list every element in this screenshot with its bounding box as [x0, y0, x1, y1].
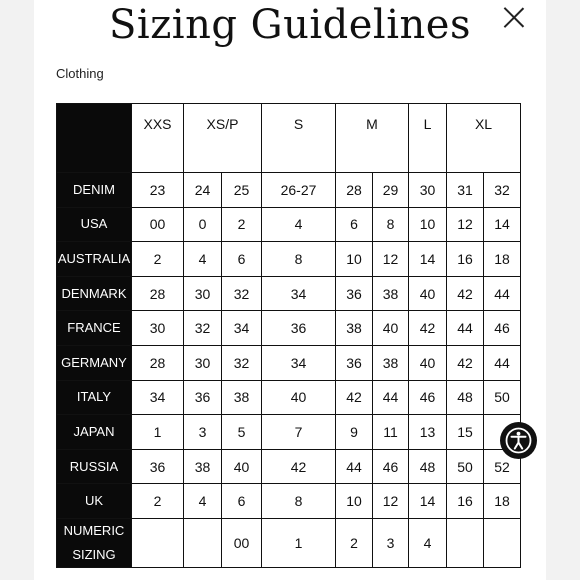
row-label: ITALY: [57, 380, 132, 415]
backdrop-left: [0, 0, 34, 580]
table-cell: 48: [409, 449, 447, 484]
table-cell: 52: [484, 449, 521, 484]
table-cell: 44: [373, 380, 409, 415]
table-cell: 44: [484, 276, 521, 311]
table-cell: 40: [409, 345, 447, 380]
accessibility-icon[interactable]: [500, 422, 537, 459]
table-cell: 42: [447, 345, 484, 380]
table-cell: 40: [373, 311, 409, 346]
table-cell: 8: [373, 207, 409, 242]
table-cell: 16: [447, 242, 484, 277]
table-cell: 14: [409, 242, 447, 277]
table-cell: 46: [409, 380, 447, 415]
table-cell: 12: [373, 242, 409, 277]
backdrop-right: [546, 0, 580, 580]
table-cell: 38: [336, 311, 373, 346]
table-cell: 18: [484, 242, 521, 277]
size-header-cell: L: [409, 104, 447, 173]
table-cell: 36: [184, 380, 222, 415]
table-cell: 6: [222, 242, 262, 277]
table-cell: 30: [132, 311, 184, 346]
table-cell: 13: [409, 415, 447, 450]
table-cell: 16: [447, 484, 484, 519]
table-cell: 24: [184, 173, 222, 208]
table-cell: 28: [336, 173, 373, 208]
table-row: [57, 311, 521, 346]
table-cell: 31: [447, 173, 484, 208]
table-cell: 32: [222, 276, 262, 311]
table-cell: 2: [336, 518, 373, 567]
row-label: UK: [57, 484, 132, 519]
table-cell: [184, 518, 222, 567]
table-cell: 4: [409, 518, 447, 567]
modal-title: Sizing Guidelines: [109, 2, 471, 48]
table-cell: 1: [262, 518, 336, 567]
table-cell: 42: [409, 311, 447, 346]
close-icon[interactable]: [503, 6, 525, 28]
table-cell: 42: [336, 380, 373, 415]
table-cell: 32: [222, 345, 262, 380]
table-cell: 12: [447, 207, 484, 242]
table-cell: 10: [409, 207, 447, 242]
table-cell: 7: [262, 415, 336, 450]
table-cell: 23: [132, 173, 184, 208]
size-header-cell: M: [336, 104, 409, 173]
table-cell: 40: [222, 449, 262, 484]
table-cell: 26-27: [262, 173, 336, 208]
table-cell: 1: [132, 415, 184, 450]
table-cell: 44: [336, 449, 373, 484]
row-label: FRANCE: [57, 311, 132, 346]
row-label: USA: [57, 207, 132, 242]
table-cell: 25: [222, 173, 262, 208]
table-cell: 28: [132, 276, 184, 311]
table-row: [57, 415, 521, 450]
table-cell: 38: [222, 380, 262, 415]
table-cell: 18: [484, 484, 521, 519]
row-label: NUMERIC SIZING: [57, 518, 132, 567]
table-row: [57, 380, 521, 415]
table-cell: 30: [409, 173, 447, 208]
row-label: AUSTRALIA: [57, 242, 132, 277]
table-cell: 00: [132, 207, 184, 242]
row-label: JAPAN: [57, 415, 132, 450]
table-cell: 36: [262, 311, 336, 346]
table-cell: 38: [373, 276, 409, 311]
table-cell: 46: [484, 311, 521, 346]
row-label: GERMANY: [57, 345, 132, 380]
table-cell: 46: [373, 449, 409, 484]
table-row: [57, 242, 521, 277]
table-cell: 9: [336, 415, 373, 450]
table-cell: 2: [132, 484, 184, 519]
table-cell: 50: [447, 449, 484, 484]
row-label: RUSSIA: [57, 449, 132, 484]
table-cell: [132, 518, 184, 567]
table-cell: 3: [373, 518, 409, 567]
table-cell: 34: [262, 345, 336, 380]
table-cell: 2: [132, 242, 184, 277]
table-cell: 6: [222, 484, 262, 519]
row-label: DENMARK: [57, 276, 132, 311]
size-header-cell: S: [262, 104, 336, 173]
table-cell: 8: [262, 484, 336, 519]
size-chart-table: [56, 103, 521, 568]
table-cell: 34: [262, 276, 336, 311]
table-cell: 40: [409, 276, 447, 311]
table-cell: 38: [184, 449, 222, 484]
table-cell: 50: [484, 380, 521, 415]
table-cell: 6: [336, 207, 373, 242]
table-cell: 14: [484, 207, 521, 242]
table-cell: 2: [222, 207, 262, 242]
table-cell: 42: [447, 276, 484, 311]
size-header-row: [57, 104, 521, 173]
table-cell: 15: [447, 415, 484, 450]
size-header-cell: XS/P: [184, 104, 262, 173]
table-cell: 36: [336, 345, 373, 380]
section-label: Clothing: [56, 66, 104, 81]
table-cell: 0: [184, 207, 222, 242]
table-cell: [447, 518, 484, 567]
table-cell: 38: [373, 345, 409, 380]
table-cell: 40: [262, 380, 336, 415]
size-header-cell: XXS: [132, 104, 184, 173]
table-cell: 29: [373, 173, 409, 208]
table-cell: 10: [336, 242, 373, 277]
table-cell: [484, 518, 521, 567]
table-row: [57, 345, 521, 380]
table-cell: 12: [373, 484, 409, 519]
table-cell: 30: [184, 276, 222, 311]
table-cell: 44: [484, 345, 521, 380]
table-cell: 32: [184, 311, 222, 346]
table-cell: 34: [222, 311, 262, 346]
table-cell: 4: [184, 242, 222, 277]
row-label: DENIM: [57, 173, 132, 208]
table-cell: 48: [447, 380, 484, 415]
table-row: [57, 449, 521, 484]
table-cell: 28: [132, 345, 184, 380]
table-cell: 14: [409, 484, 447, 519]
table-row: [57, 173, 521, 208]
table-cell: 4: [184, 484, 222, 519]
table-cell: 30: [184, 345, 222, 380]
table-cell: 11: [373, 415, 409, 450]
table-cell: 34: [132, 380, 184, 415]
table-cell: 32: [484, 173, 521, 208]
table-cell: 4: [262, 207, 336, 242]
table-row: [57, 518, 521, 567]
table-cell: 10: [336, 484, 373, 519]
table-cell: 00: [222, 518, 262, 567]
table-cell: 5: [222, 415, 262, 450]
header-corner-cell: [57, 104, 132, 173]
size-header-cell: XL: [447, 104, 521, 173]
table-cell: 8: [262, 242, 336, 277]
table-cell: 44: [447, 311, 484, 346]
table-cell: 36: [336, 276, 373, 311]
table-cell: 36: [132, 449, 184, 484]
table-row: [57, 276, 521, 311]
table-row: [57, 207, 521, 242]
table-cell: 42: [262, 449, 336, 484]
table-row: [57, 484, 521, 519]
table-cell: 3: [184, 415, 222, 450]
